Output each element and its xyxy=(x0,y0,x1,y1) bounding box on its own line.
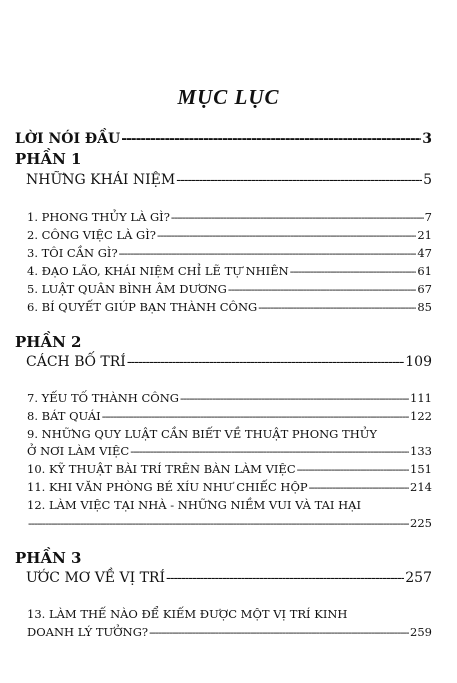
toc-entry-row xyxy=(27,282,432,296)
toc-entry-label: 4. ĐẠO LÃO, KHÁI NIỆM CHỈ LẼ TỰ NHIÊN xyxy=(27,264,289,278)
toc-entry-label: 8. BÁT QUÁI xyxy=(27,409,101,423)
dot-leader xyxy=(119,246,417,260)
toc-entry-label: Ở NƠI LÀM VIỆC xyxy=(27,444,130,458)
toc-entry-label: 7. YẾU TỐ THÀNH CÔNG xyxy=(27,391,179,405)
toc-entry-label: LỜI NÓI ĐẦU xyxy=(15,131,121,147)
toc-entry-label-line1: 9. NHỮNG QUY LUẬT CẦN BIẾT VỀ THUẬT PHONG THỦY xyxy=(27,427,378,441)
toc-page-number: 151 xyxy=(410,462,432,476)
dot-leader xyxy=(28,516,409,530)
toc-entry-label: CÁCH BỐ TRÍ xyxy=(26,354,126,370)
dot-leader xyxy=(149,625,409,639)
toc-page-number: 133 xyxy=(410,444,432,458)
toc-entry-row xyxy=(27,480,432,494)
page-title: MỤC LỤC xyxy=(177,85,280,109)
dot-leader xyxy=(102,409,409,423)
toc-entry-label: 10. KỸ THUẬT BÀI TRÍ TRÊN BÀN LÀM VIỆC xyxy=(27,462,296,476)
dot-leader xyxy=(258,300,416,314)
toc-page-number: 225 xyxy=(410,516,432,530)
toc-page-number: 111 xyxy=(410,391,432,405)
toc-page-number: 47 xyxy=(417,246,432,260)
toc-entry-row xyxy=(27,246,432,260)
toc-entry-label: 3. TÔI CẦN GÌ? xyxy=(27,246,118,260)
toc-entry-row xyxy=(27,409,432,423)
dot-leader xyxy=(290,264,417,278)
part-heading: PHẦN 2 xyxy=(15,333,82,351)
toc-section-row xyxy=(26,172,432,188)
toc-page-number: 122 xyxy=(410,409,432,423)
toc-page-number: 3 xyxy=(422,131,432,147)
part-heading: PHẦN 1 xyxy=(15,150,82,168)
toc-page-number: 257 xyxy=(405,570,432,586)
toc-entry-row xyxy=(27,444,432,458)
toc-page-number: 259 xyxy=(410,625,432,639)
dot-leader xyxy=(297,462,409,476)
dot-leader xyxy=(176,172,422,188)
toc-entry-label: 6. BÍ QUYẾT GIÚP BẠN THÀNH CÔNG xyxy=(27,300,258,314)
toc-entry-label-line1: 13. LÀM THẾ NÀO ĐỂ KIẾM ĐƯỢC MỘT VỊ TRÍ KINH xyxy=(27,607,348,621)
dot-leader xyxy=(309,480,409,494)
toc-entry-label: 5. LUẬT QUÂN BÌNH ÂM DƯƠNG xyxy=(27,282,227,296)
dot-leader xyxy=(127,354,404,370)
dot-leader xyxy=(130,444,409,458)
toc-entry-label: 2. CÔNG VIỆC LÀ GÌ? xyxy=(27,228,156,242)
toc-page-number: 109 xyxy=(405,354,432,370)
toc-foreword-row xyxy=(15,131,432,147)
toc-page-number: 7 xyxy=(424,210,432,224)
toc-entry-label: 1. PHONG THỦY LÀ GÌ? xyxy=(27,210,170,224)
toc-entry-label: ƯỚC MƠ VỀ VỊ TRÍ xyxy=(26,570,165,586)
toc-entry-row xyxy=(27,264,432,278)
toc-page-number: 67 xyxy=(417,282,432,296)
toc-entry-row xyxy=(27,516,432,530)
toc-page-number: 61 xyxy=(417,264,432,278)
toc-entry-label: 11. KHI VĂN PHÒNG BÉ XÍU NHƯ CHIẾC HỘP xyxy=(27,480,308,494)
toc-section-row xyxy=(26,570,432,586)
toc-entry-row xyxy=(27,391,432,405)
toc-page-number: 21 xyxy=(417,228,432,242)
toc-entry-label-line1: 12. LÀM VIỆC TẠI NHÀ - NHỮNG NIỀM VUI VÀ TAI HẠI xyxy=(27,498,361,512)
toc-page-number: 85 xyxy=(417,300,432,314)
toc-page-number: 5 xyxy=(423,172,432,188)
toc-entry-label: NHỮNG KHÁI NIỆM xyxy=(26,172,176,188)
dot-leader xyxy=(166,570,404,586)
toc-entry-label: DOANH LÝ TƯỞNG? xyxy=(27,625,149,639)
toc-entry-row xyxy=(27,300,432,314)
toc-entry-row xyxy=(27,462,432,476)
toc-entry-row xyxy=(27,228,432,242)
toc-entry-row xyxy=(27,625,432,639)
toc-page-number: 214 xyxy=(410,480,432,494)
dot-leader xyxy=(171,210,424,224)
dot-leader xyxy=(121,131,421,147)
dot-leader xyxy=(180,391,409,405)
toc-entry-row xyxy=(27,210,432,224)
dot-leader xyxy=(228,282,417,296)
dot-leader xyxy=(157,228,416,242)
part-heading: PHẦN 3 xyxy=(15,549,82,567)
toc-section-row xyxy=(26,354,432,370)
